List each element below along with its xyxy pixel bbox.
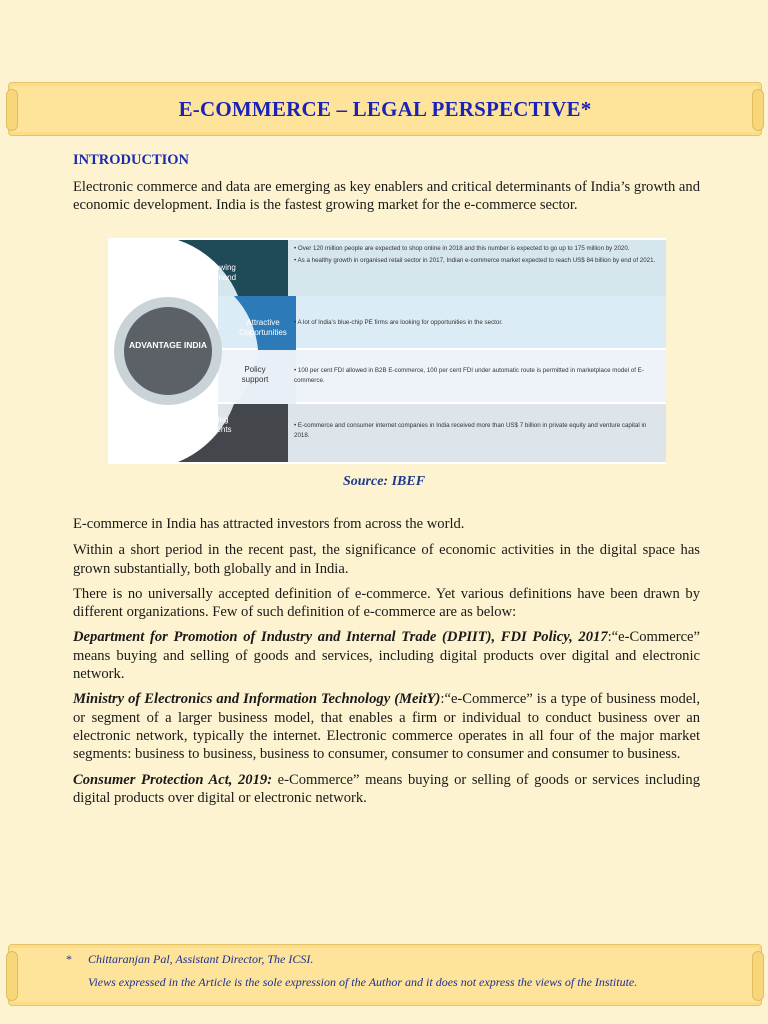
footnote-disclaimer: Views expressed in the Article is the sole expression of the Author and it does not express the views of the Institute. bbox=[88, 975, 638, 989]
definition-text: e-Commerce” means buying or selling of goods or services including digital products over digital or electronic network. bbox=[73, 771, 700, 806]
center-label: ADVANTAGE INDIA bbox=[128, 340, 208, 350]
definition-text: :“e-Commerce” means buying and selling of goods and services, including digital products over digital and electronic network. bbox=[73, 629, 700, 683]
bullet-item: • E-commerce and consumer internet companies in India received more than US$ 7 billion in private equity and venture capital in 2018. bbox=[294, 422, 647, 439]
definition-consumer-protection bbox=[73, 771, 700, 808]
label-increasing-investments: Increasing Investments bbox=[188, 415, 232, 434]
label-growing-demand: Growing Demand bbox=[205, 263, 237, 282]
definition-source: Department for Promotion of Industry and Internal Trade (DPIIT), FDI Policy, 2017 bbox=[73, 629, 608, 646]
definition-source: Consumer Protection Act, 2019: bbox=[73, 771, 273, 788]
definition-text: :“e-Commerce” is a type of business model, or segment of a larger business model, that enables a firm or individual to conduct business over an electronic network, typically the internet. Electronic commerce operates in all four of the major market segments: business to business, business to consumer, consumer to consumer and consumer to business. bbox=[73, 691, 701, 763]
advantage-core bbox=[124, 307, 212, 395]
page-title: E-COMMERCE – LEGAL PERSPECTIVE* bbox=[178, 97, 592, 121]
banner-curl-left bbox=[6, 89, 18, 131]
paragraph: E-commerce in India has attracted investors from across the world. bbox=[73, 516, 465, 532]
definition-meity bbox=[73, 690, 700, 763]
footnote-author: Chittaranjan Pal, Assistant Director, The ICSI. bbox=[88, 952, 314, 966]
paragraph: There is no universally accepted definition of e-commerce. Yet various definitions have been drawn by different organizations. Few of such definition of e-commerce are as below: bbox=[73, 585, 700, 621]
footnote-marker: * bbox=[66, 952, 72, 966]
bullet-item: • Over 120 million people are expected to shop online in 2018 and this number is expected to go up to 175 million by 2020. bbox=[294, 245, 630, 252]
bullet-item: • As a healthy growth in organised retail sector in 2017, Indian e-commerce market expected to reach US$ 84 billion by end of 2021. bbox=[294, 257, 656, 264]
bullet-item: • 100 per cent FDI allowed in B2B E-commerce, 100 per cent FDI under automatic route is permitted in marketplace model of E-commerce. bbox=[294, 367, 644, 384]
advantage-india-figure bbox=[108, 238, 666, 464]
bullets-increasing-investments bbox=[294, 421, 662, 441]
label-attractive-opportunities: Attractive Opportunities bbox=[239, 318, 287, 337]
definition-source: Ministry of Electronics and Information Technology (MeitY) bbox=[73, 691, 441, 708]
label-policy-support: Policy support bbox=[241, 365, 269, 384]
paragraph: Within a short period in the recent past, the significance of economic activities in the digital space has grown substantially, both globally and in India. bbox=[73, 542, 700, 577]
intro-paragraph: Electronic commerce and data are emerging as key enablers and critical determinants of India’s growth and economic development. India is the fastest growing market for the e-commerce sector. bbox=[73, 179, 700, 214]
body-text bbox=[73, 515, 700, 807]
footer-curl-left bbox=[6, 951, 18, 1001]
bullets-policy-support bbox=[294, 366, 662, 386]
footer-curl-right bbox=[752, 951, 764, 1001]
bullet-item: • A lot of India’s blue-chip PE firms are looking for opportunities in the sector. bbox=[294, 319, 503, 326]
intro-heading: INTRODUCTION bbox=[73, 152, 190, 168]
intro-paragraph-block bbox=[73, 178, 700, 215]
figure-source: Source: IBEF bbox=[342, 474, 426, 489]
title-banner bbox=[8, 82, 762, 136]
bullets-growing-demand bbox=[294, 244, 662, 266]
banner-curl-right bbox=[752, 89, 764, 131]
bullets-attractive-opportunities bbox=[294, 318, 662, 328]
definition-dpiit bbox=[73, 628, 700, 683]
